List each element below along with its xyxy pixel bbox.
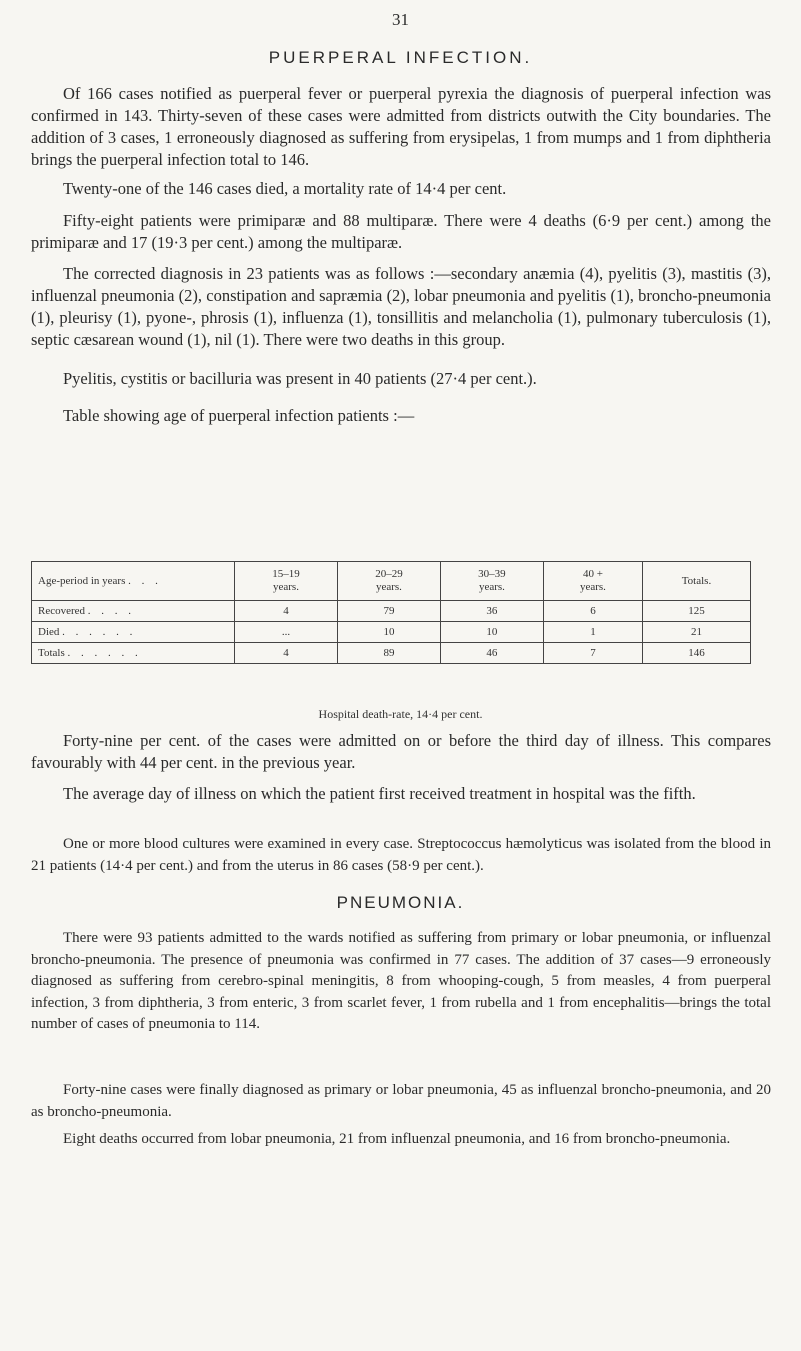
section-heading-puerperal-infection: PUERPERAL INFECTION. xyxy=(268,48,533,67)
paragraph: Twenty-one of the 146 cases died, a mortality rate of 14·4 per cent. xyxy=(63,179,507,198)
table-cell: 79 xyxy=(337,601,440,622)
table-row xyxy=(32,643,751,664)
table-header-row xyxy=(32,562,751,601)
table-column-header: 40 + years. xyxy=(543,562,642,601)
table-row xyxy=(32,622,751,643)
table-corner-cell: Age-period in years . . . xyxy=(32,562,235,601)
paragraph: Forty-nine cases were finally diagnosed as primary or lobar pneumonia, 45 as influenzal broncho-pneumonia, and 20 as broncho-pneumonia. xyxy=(31,1082,771,1120)
page-number: 31 xyxy=(392,10,409,29)
table-cell: 89 xyxy=(337,643,440,664)
table-cell: 146 xyxy=(642,643,750,664)
paragraph: Forty-nine per cent. of the cases were admitted on or before the third day of illness. This compares favourably with 44 per cent. in the previous year. xyxy=(31,731,771,772)
table-cell: 36 xyxy=(440,601,543,622)
table-cell: 6 xyxy=(543,601,642,622)
paragraph: Fifty-eight patients were primiparæ and 88 multiparæ. There were 4 deaths (6·9 per cent.) among the primiparæ and 17 (19·3 per cent.) among the multiparæ. xyxy=(31,211,771,252)
section-heading-pneumonia: PNEUMONIA. xyxy=(336,893,465,912)
paragraph: Table showing age of puerperal infection patients :— xyxy=(63,406,415,425)
row-label: Died . . . . . . xyxy=(32,622,235,643)
table-row xyxy=(32,601,751,622)
table-cell: 4 xyxy=(235,601,338,622)
paragraph: Pyelitis, cystitis or bacilluria was present in 40 patients (27·4 per cent.). xyxy=(63,369,537,388)
paragraph: The corrected diagnosis in 23 patients was as follows :—secondary anæmia (4), pyelitis (3), mastitis (3), influenzal pneumonia (2), constipation and sapræmia (2), lobar pneumonia and pyelitis (1), broncho-pneumonia (1), pleurisy (1), pyone-, phrosis (1), influenza (1), tonsillitis and melancholia (1), pulmonary tuberculosis (1), septic cæsarean wound (1), nil (1). There were two deaths in this group. xyxy=(31,264,771,349)
row-label: Recovered . . . . xyxy=(32,601,235,622)
paragraph: There were 93 patients admitted to the wards notified as suffering from primary or lobar pneumonia, or influenzal broncho-pneumonia. The presence of pneumonia was confirmed in 77 cases. The addition of 37 cases—9 erroneously diagnosed as suffering from cerebro-spinal meningitis, 8 from whooping-cough, 5 from measles, 4 from puerperal infection, 3 from diphtheria, 3 from enteric, 3 from scarlet fever, 1 from rubella and 1 from encephalitis—brings the total number of cases of pneumonia to 114. xyxy=(31,930,771,1032)
table-cell: 125 xyxy=(642,601,750,622)
paragraph: The average day of illness on which the patient first received treatment in hospital was the fifth. xyxy=(63,784,696,803)
table-cell: 4 xyxy=(235,643,338,664)
table-cell: ... xyxy=(235,622,338,643)
table-cell: 7 xyxy=(543,643,642,664)
table-caption: Hospital death-rate, 14·4 per cent. xyxy=(318,707,483,721)
table-cell: 46 xyxy=(440,643,543,664)
paragraph: Eight deaths occurred from lobar pneumonia, 21 from influenzal pneumonia, and 16 from broncho-pneumonia. xyxy=(63,1131,731,1147)
table-cell: 21 xyxy=(642,622,750,643)
paragraph: Of 166 cases notified as puerperal fever or puerperal pyrexia the diagnosis of puerperal infection was confirmed in 143. Thirty-seven of these cases were admitted from districts outwith the City boundaries. The addition of 3 cases, 1 erroneously diagnosed as suffering from erysipelas, 1 from mumps and 1 from diphtheria brings the puerperal infection total to 146. xyxy=(31,84,771,169)
paragraph: One or more blood cultures were examined in every case. Streptococcus hæmolyticus was isolated from the blood in 21 patients (14·4 per cent.) and from the uterus in 86 cases (58·9 per cent.). xyxy=(31,836,771,874)
table-column-header: Totals. xyxy=(642,562,750,601)
table-column-header: 30–39 years. xyxy=(440,562,543,601)
table-column-header: 15–19 years. xyxy=(235,562,338,601)
row-label: Totals . . . . . . xyxy=(32,643,235,664)
table-column-header: 20–29 years. xyxy=(337,562,440,601)
table-cell: 1 xyxy=(543,622,642,643)
age-table xyxy=(31,561,751,664)
table-cell: 10 xyxy=(337,622,440,643)
table-cell: 10 xyxy=(440,622,543,643)
